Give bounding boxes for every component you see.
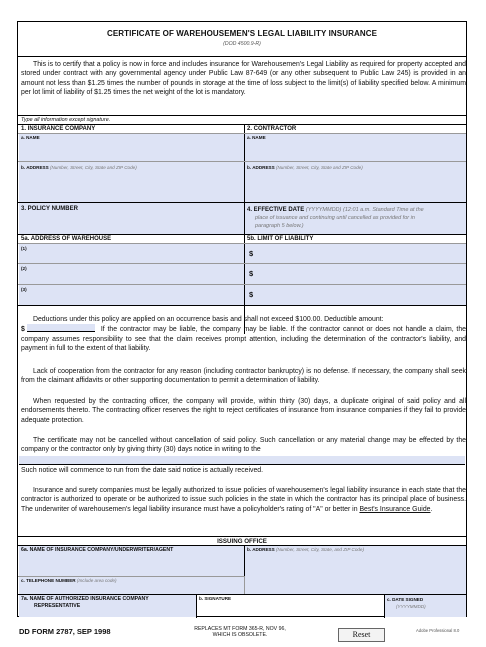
insurance-company-address-label: b. ADDRESS xyxy=(21,165,49,170)
replaces-note-1: REPLACES MT FORM 365-R, NOV 96, xyxy=(194,626,286,632)
limit-3-dollar: $ xyxy=(249,290,254,299)
contractor-address-hint: (Number, Street, City, State and ZIP Code) xyxy=(275,165,363,170)
reset-button[interactable]: Reset xyxy=(338,628,385,642)
contractor-label: 2. CONTRACTOR xyxy=(247,126,297,132)
issuing-address-field[interactable] xyxy=(245,546,466,594)
legal-paragraph-end: . xyxy=(430,505,433,513)
form-number: DD FORM 2787, SEP 1998 xyxy=(19,627,111,636)
warehouse-address-label: 5a. ADDRESS OF WAREHOUSE xyxy=(21,236,112,242)
limit-3-field[interactable] xyxy=(245,285,466,305)
notice-paragraph: Such notice will commence to run from the date said notice is actually received. xyxy=(21,467,264,474)
issuing-office-header: ISSUING OFFICE xyxy=(217,538,267,545)
limit-1-field[interactable] xyxy=(245,244,466,263)
issuing-company-name-label: 6a. NAME OF INSURANCE COMPANY/UNDERWRITER/AGENT xyxy=(21,547,174,553)
cooperation-paragraph: Lack of cooperation from the contractor for any reason (including contractor bankruptcy) is no defense. If necessary, the company shall seek from the claimant affidavits or other supporting documentation to permit a determination of liability. xyxy=(21,368,466,385)
telephone-number-label: c. TELEPHONE NUMBER xyxy=(21,578,76,583)
deductible-amount-field[interactable] xyxy=(27,324,95,332)
effective-date-hint-1: (12:01 a.m. Standard Time at the xyxy=(343,207,424,213)
contractor-name-label: a. NAME xyxy=(247,135,266,140)
warehouse-address-2-field[interactable] xyxy=(19,264,244,284)
limit-1-dollar: $ xyxy=(249,249,254,258)
insurance-company-name-label: a. NAME xyxy=(21,135,40,140)
policy-number-label: 3. POLICY NUMBER xyxy=(21,206,78,212)
issuing-address-label: b. ADDRESS xyxy=(247,547,275,552)
date-signed-hint: (YYYYMMDD) xyxy=(396,604,426,609)
limit-2-field[interactable] xyxy=(245,264,466,284)
effective-date-format-hint: (YYYYMMDD) xyxy=(305,207,342,213)
bests-insurance-guide-link[interactable]: Best's Insurance Guide xyxy=(359,505,431,513)
cancellation-paragraph: The certificate may not be cancelled without cancellation of said policy. Such cancellation or any material change may be effected by the company or the contractor only by giving thirty (30) days notice in writing to the xyxy=(21,437,466,454)
deductible-dollar: $ xyxy=(21,326,25,334)
issuing-address-hint: (Number, Street, City, State, and ZIP Code) xyxy=(275,547,365,552)
warehouse-address-3-field[interactable] xyxy=(19,285,244,305)
effective-date-hint-3: paragraph 5 below.) xyxy=(255,223,304,229)
intro-paragraph: This is to certify that a policy is now in force and includes insurance for Warehousemen's Legal Liability as required for property accepted and stored under contract with any governmental agency under Public Law 87-649 (or any other subsequent to Public Law 245) is provided in an amount not less than $1.25 times the number of pounds in storage at the time of loss subject to the limit(s) of liability specified below. A minimum per lot limit of liability of $1.25 times the net weight of the lot is mandatory. xyxy=(21,61,466,97)
insurance-company-name-field[interactable] xyxy=(19,134,244,161)
certificate-form xyxy=(17,21,467,617)
limit-of-liability-label: 5b. LIMIT OF LIABILITY xyxy=(247,236,314,242)
representative-label-2: REPRESENTATIVE xyxy=(34,603,81,609)
warehouse-row-1-label: (1) xyxy=(21,246,27,251)
replaces-note-2: WHICH IS OBSOLETE. xyxy=(212,632,268,638)
effective-date-hint-2: place of issuance and continuing until cancelled as provided for in xyxy=(255,215,415,221)
contractor-address-label: b. ADDRESS xyxy=(247,165,275,170)
form-title: CERTIFICATE OF WAREHOUSEMEN'S LEGAL LIABILITY INSURANCE xyxy=(106,29,378,38)
warehouse-row-3-label: (3) xyxy=(21,287,27,292)
signature-label: b. SIGNATURE xyxy=(199,596,232,601)
limit-2-dollar: $ xyxy=(249,269,254,278)
legal-authorization-paragraph: Insurance and surety companies must be legally authorized to issue policies of warehousemen's legal liability insurance in each state that the contractor is authorized to operate or be authorized to issue such policies in the state in which the contractor has its principal place of business. The underwriter of warehousemen's legal liability insurance must have a policyholder's rating of "A" or better in xyxy=(21,487,466,513)
liability-paragraph: If the contractor may be liable, the company may be liable. If the contractor cannot or does not handle a claim, the company assumes responsibility to see that the claim receives prompt attention, including the determination of the contractor's liability, and payment in full to the extent of that liability. xyxy=(21,326,466,353)
warehouse-address-1-field[interactable] xyxy=(19,244,244,263)
signature-area[interactable] xyxy=(197,602,384,617)
deductible-paragraph: Deductions under this policy are applied on an occurrence basis and shall not exceed $100.00. Deductible amount: xyxy=(33,316,384,323)
contractor-name-field[interactable] xyxy=(245,134,466,161)
warehouse-row-2-label: (2) xyxy=(21,266,27,271)
effective-date-label: 4. EFFECTIVE DATE xyxy=(247,207,305,213)
telephone-hint: (Include area code) xyxy=(76,578,117,583)
notice-recipient-field[interactable] xyxy=(19,456,465,465)
address-hint: (Number, Street, City, State and ZIP Code) xyxy=(49,165,137,170)
date-signed-label: c. DATE SIGNED xyxy=(387,597,424,602)
form-reference: (DOD 4500.9-R) xyxy=(223,41,261,47)
adobe-version: Adobe Professional 8.0 xyxy=(416,628,460,633)
instruction-text: Type all information except signature. xyxy=(21,117,111,123)
representative-label: 7a. NAME OF AUTHORIZED INSURANCE COMPANY xyxy=(21,596,149,602)
duplicate-policy-paragraph: When requested by the contracting officer, the company will provide, within thirty (30) days, a duplicate original of said policy and all endorsements thereto. The contracting officer reserves the right to reject certificates of insurance from insurance companies if they fail to provide adequate protection. xyxy=(21,398,466,424)
insurance-company-label: 1. INSURANCE COMPANY xyxy=(21,126,96,132)
